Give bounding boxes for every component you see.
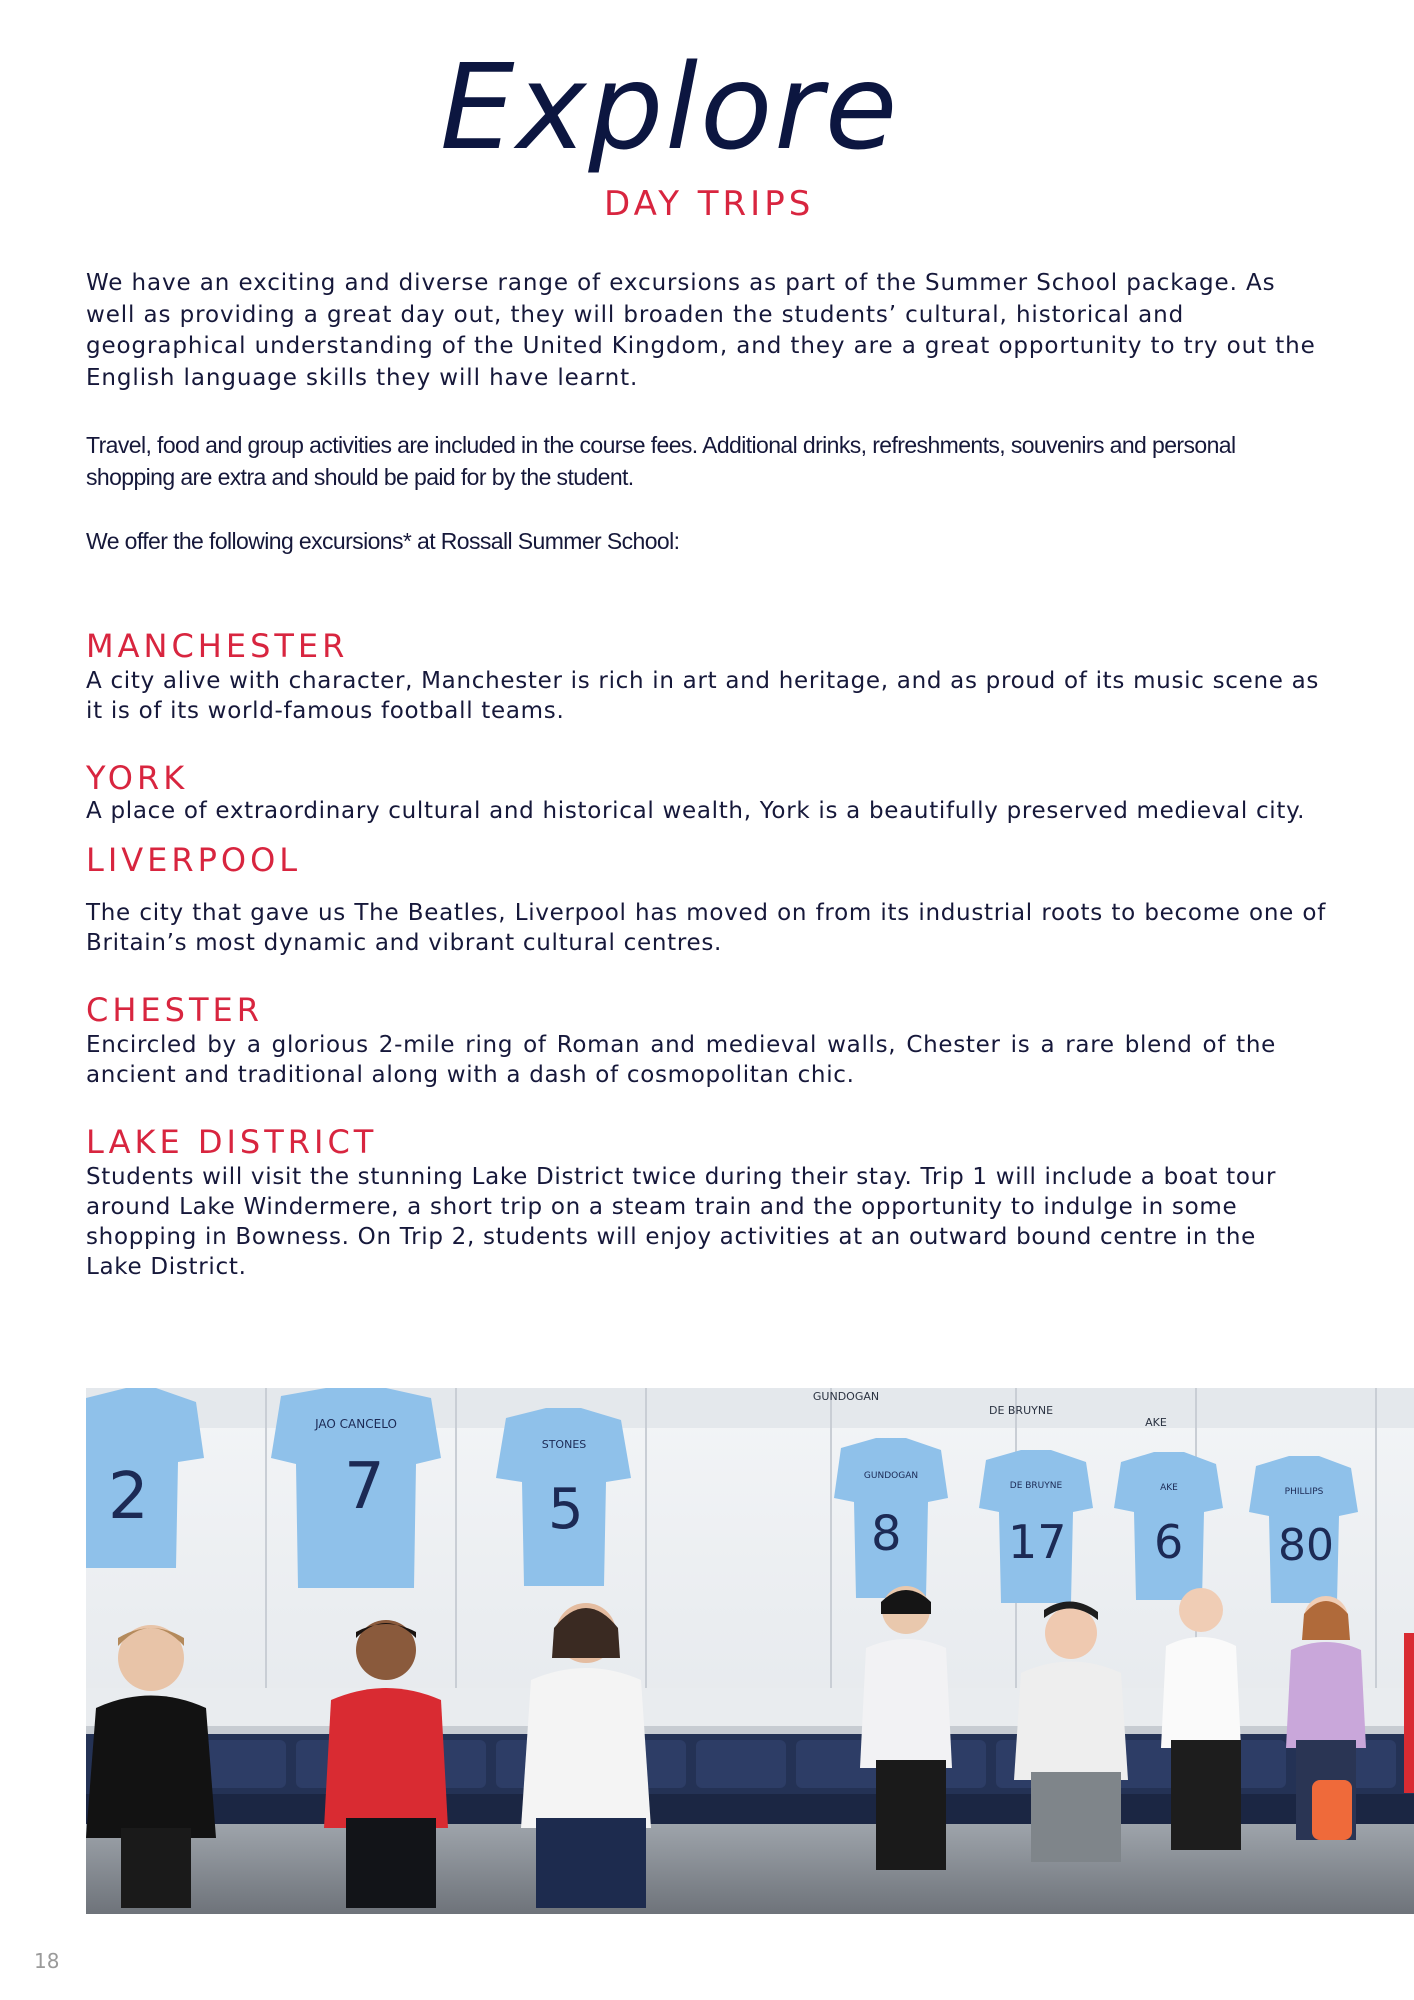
- trip-heading-york: YORK: [86, 759, 189, 797]
- trip-heading-lake-district: LAKE DISTRICT: [86, 1123, 378, 1161]
- fees-paragraph: Travel, food and group activities are included in the course fees. Additional drinks, refreshments, souvenirs and personal shopping are extra and should be paid for by the student.: [86, 432, 1236, 490]
- jersey-name-5: DE BRUYNE: [1009, 1481, 1063, 1491]
- locker-label-3: AKE: [1145, 1416, 1167, 1429]
- page-subtitle: DAY TRIPS: [604, 184, 815, 224]
- trip-description-lake-district: Students will visit the stunning Lake District twice during their stay. Trip 1 will include a boat tour around Lake Windermere, a short trip on a steam train and the opportunity to indulge in some shopping in Bowness. On Trip 2, students will enjoy activities at an outward bound centre in the Lake District.: [86, 1164, 1277, 1280]
- trip-description-liverpool: The city that gave us The Beatles, Liverpool has moved on from its industrial roots to become one of Britain’s most dynamic and vibrant cultural centres.: [86, 900, 1326, 956]
- jersey-number-4: 8: [871, 1506, 902, 1562]
- trip-heading-manchester: MANCHESTER: [86, 627, 349, 665]
- trip-description-chester: Encircled by a glorious 2-mile ring of Roman and medieval walls, Chester is a rare blend of the ancient and traditional along with a dash of cosmopolitan chic.: [86, 1032, 1276, 1088]
- trip-heading-chester: CHESTER: [86, 991, 263, 1029]
- locker-label-1: GUNDOGAN: [812, 1390, 880, 1403]
- jersey-name-7: PHILLIPS: [1284, 1487, 1324, 1497]
- jersey-number-1: 2: [108, 1460, 149, 1534]
- jersey-name-6: AKE: [1160, 1483, 1178, 1493]
- jersey-name-2: JAO CANCELO: [315, 1417, 397, 1431]
- jersey-number-7: 80: [1278, 1520, 1334, 1571]
- jersey-name-3: STONES: [541, 1438, 587, 1451]
- trip-description-manchester: A city alive with character, Manchester is rich in art and heritage, and as proud of its music scene as it is of its world-famous football teams.: [86, 668, 1320, 724]
- jersey-name-4: GUNDOGAN: [863, 1471, 919, 1481]
- jersey-number-3: 5: [548, 1477, 584, 1542]
- jersey-number-2: 7: [344, 1450, 385, 1524]
- excursions-intro: We offer the following excursions* at Rossall Summer School:: [86, 528, 680, 554]
- jersey-number-6: 6: [1154, 1515, 1184, 1569]
- trip-description-york: A place of extraordinary cultural and historical wealth, York is a beautifully preserved medieval city.: [86, 798, 1306, 824]
- jersey-number-5: 17: [1008, 1515, 1067, 1569]
- page-number: 18: [34, 1949, 60, 1973]
- changing-room-photo: [86, 1388, 1414, 1914]
- intro-paragraph: We have an exciting and diverse range of excursions as part of the Summer School package. As well as providing a great day out, they will broaden the students’ cultural, historical and geographical understanding of the United Kingdom, and they are a great opportunity to try out the English language skills they will have learnt.: [86, 270, 1316, 391]
- page-title: Explore: [440, 38, 900, 176]
- locker-label-2: DE BRUYNE: [988, 1404, 1054, 1417]
- trip-heading-liverpool: LIVERPOOL: [86, 841, 302, 879]
